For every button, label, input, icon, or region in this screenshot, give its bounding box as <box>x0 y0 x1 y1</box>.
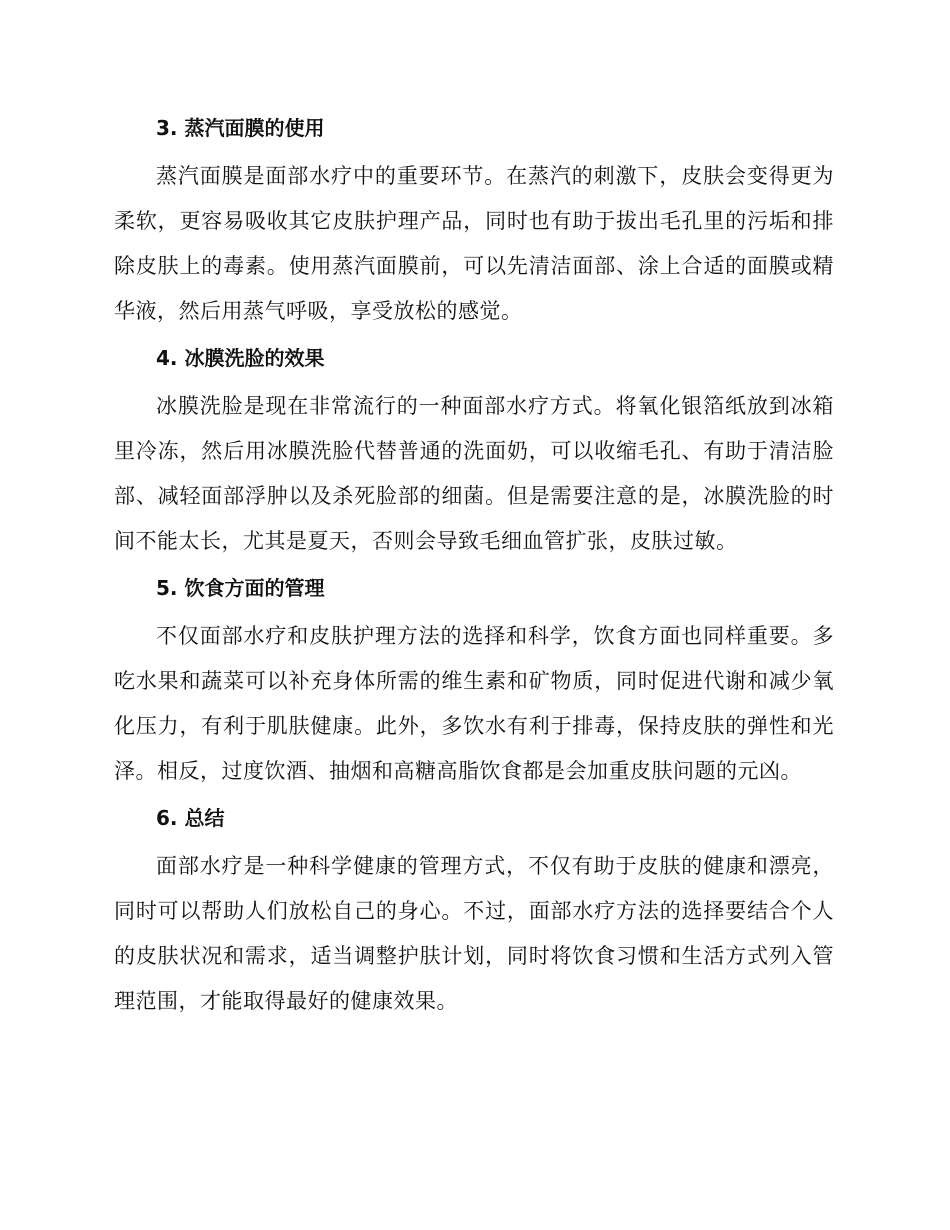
document-body <box>114 112 834 1024</box>
section-steam-mask <box>114 112 834 334</box>
section-paragraph: 面部水疗是一种科学健康的管理方式，不仅有助于皮肤的健康和漂亮，同时可以帮助人们放松自己的身心。不过，面部水疗方法的选择要结合个人的皮肤状况和需求，适当调整护肤计划，同时将饮食习惯和生活方式列入管理范围，才能取得最好的健康效果。 <box>114 854 834 1013</box>
section-paragraph: 冰膜洗脸是现在非常流行的一种面部水疗方式。将氧化银箔纸放到冰箱里冷冻，然后用冰膜洗脸代替普通的洗面奶，可以收缩毛孔、有助于清洁脸部、减轻面部浮肿以及杀死脸部的细菌。但是需要注意的是，冰膜洗脸的时间不能太长，尤其是夏天，否则会导致毛细血管扩张，皮肤过敏。 <box>114 394 834 553</box>
section-heading: 3. 蒸汽面膜的使用 <box>156 116 325 140</box>
section-heading: 5. 饮食方面的管理 <box>156 576 325 600</box>
section-summary <box>114 802 834 1024</box>
section-heading: 4. 冰膜洗脸的效果 <box>156 346 325 370</box>
section-diet <box>114 572 834 794</box>
section-paragraph: 蒸汽面膜是面部水疗中的重要环节。在蒸汽的刺激下，皮肤会变得更为柔软，更容易吸收其它皮肤护理产品，同时也有助于拔出毛孔里的污垢和排除皮肤上的毒素。使用蒸汽面膜前，可以先清洁面部、涂上合适的面膜或精华液，然后用蒸气呼吸，享受放松的感觉。 <box>114 164 834 323</box>
section-ice-mask <box>114 342 834 564</box>
section-paragraph: 不仅面部水疗和皮肤护理方法的选择和科学，饮食方面也同样重要。多吃水果和蔬菜可以补充身体所需的维生素和矿物质，同时促进代谢和减少氧化压力，有利于肌肤健康。此外，多饮水有利于排毒，保持皮肤的弹性和光泽。相反，过度饮酒、抽烟和高糖高脂饮食都是会加重皮肤问题的元凶。 <box>114 624 834 783</box>
section-heading: 6. 总结 <box>156 806 225 830</box>
